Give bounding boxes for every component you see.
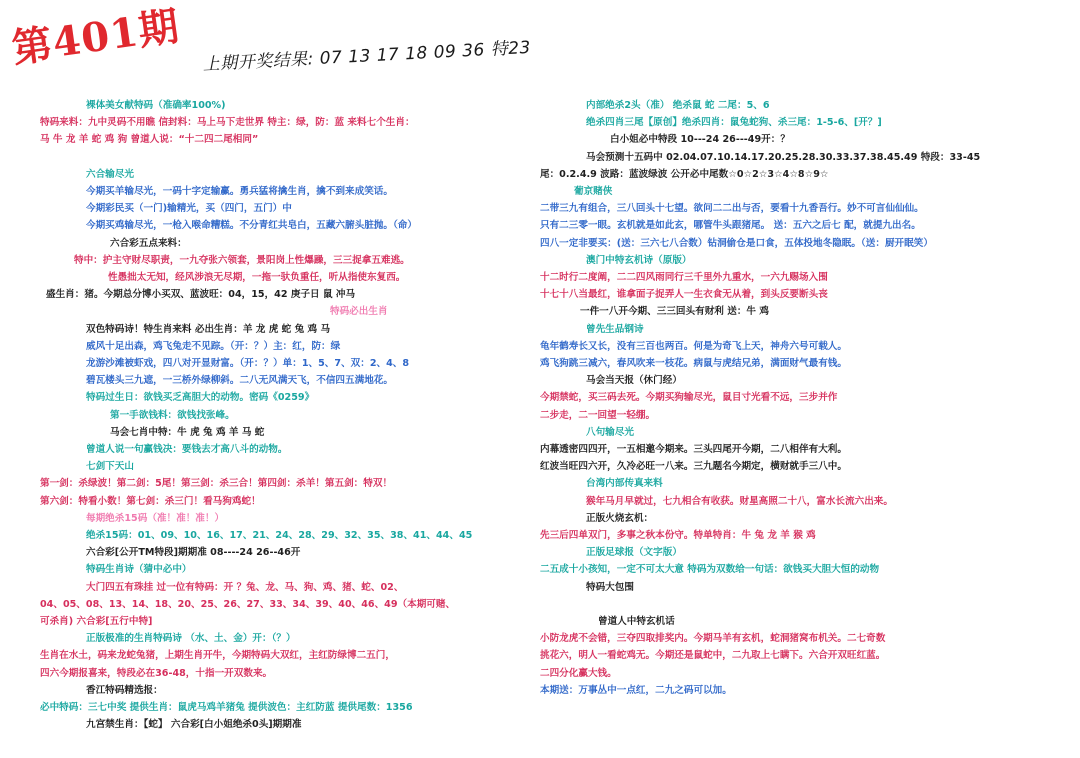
text-line: 白小姐必中特段 10---24 26---49开：？: [610, 134, 790, 146]
text-line: 小防龙虎不会错，三夺四取排奖内。今期马羊有玄机，蛇洞猪窝布机关。二七奇数: [540, 633, 886, 645]
text-line: 马会当天报（休门经）: [586, 375, 682, 387]
text-line: 二五成十小孩知，一定不可太大意 特码为双数给一句话：欲钱买大胆大恒的动物: [540, 564, 880, 576]
text-line: 大门四五有珠挂 过一位有特码：开 ？兔、龙、马、狗、鸡、猪、蛇、02、: [86, 581, 404, 593]
text-line: 马会预测十五码中 02.04.07.10.14.17.20.25.28.30.33.37.38.45.49 特段：33-45: [586, 151, 981, 163]
text-line: 一件一八开今期、三三回头有财利 送：牛 鸡: [580, 306, 769, 318]
text-line: 今期彩民买（一门)输精光，买（四门，五门）中: [86, 203, 292, 215]
text-line: 正版极准的生肖特码诗 （水、土、金）开：（？）: [86, 633, 296, 645]
text-line: 第一剑：杀绿波！第二剑：5尾！第三剑：杀三合！第四剑：杀羊！第五剑：特双！: [40, 478, 393, 490]
right-column: [540, 97, 1050, 717]
text-line: 四八一定非要买：(送：三六七八合数）钻洞偷仓是口食，五体投地冬隐眠。（送：厨开眠笑）: [540, 237, 933, 249]
text-line: 红波当旺四六开，久冷必旺一八来。三九题名今期定，横财就手三八中。: [540, 461, 847, 473]
left-column: [40, 97, 510, 731]
text-line: 威风十足出森，鸡飞兔走不见踪。（开：？）主：红，防：绿: [86, 340, 341, 352]
text-line: 四六今期报喜来，特段必在36-48，十指一开双数来。: [40, 667, 273, 679]
text-line: 内幕透密四四开，一五相邀今期来。三头四尾开今期，二八相伴有大利。: [540, 444, 847, 455]
text-line: 今期禁蛇，买三码去死。今期买狗输尽光，鼠目寸光看不远，三步并作: [540, 392, 838, 404]
text-line: 裸体美女献特码（准确率100%): [86, 100, 226, 111]
text-line: 必中特码：三七中奖 提供生肖：鼠虎马鸡羊猪兔 提供波色：主红防蓝 提供尾数：1356: [40, 702, 413, 713]
text-line: 特码大包围: [586, 581, 634, 593]
text-line: 特码过生日：欲钱买乏高胆大的动物。密码《0259》: [86, 392, 315, 404]
text-line: 曾先生品钢诗: [586, 323, 644, 335]
text-line: 龙游沙滩被虾戏，四八对开显财富。（开：？）单：1、5、7、双：2、4、8: [86, 358, 410, 369]
text-line: 台湾内部传真来料: [586, 478, 663, 490]
text-line: 可杀肖) 六合彩[五行中特]: [40, 616, 153, 627]
text-line: 盛生肖：猪。今期总分博小买双、蓝波旺：04，15，42 庚子日 鼠 冲马: [46, 289, 356, 301]
text-line: 特码来料：九中灵码不用瞧 信封料：马上马下走世界 特主：绿，防：蓝 来料七个生肖：: [40, 117, 415, 129]
text-line: 内部绝杀2头（准） 绝杀鼠 蛇 二尾：5、6: [586, 100, 770, 111]
text-line: 特中：护主守财尽职责，一九夺张六领套，景阳岗上性爆躁，三三捉拿五难逃。: [74, 254, 410, 266]
text-line: 龟年鹤寿长又长，没有三百也两百。何是为奇飞上天，神舟六号可载人。: [540, 340, 847, 352]
text-line: 正版足球报（文字版）: [586, 547, 682, 559]
text-line: 生肖在水土，码来龙蛇兔猪，上期生肖开牛，今期特码大双红，主红防绿博二五门，: [40, 650, 395, 662]
text-line: 正版火烧玄机：: [586, 512, 654, 524]
text-line: 今期买羊输尽光，一码十字定输赢。勇兵猛将擒生肖，擒不到来成笑话。: [86, 186, 393, 197]
text-line: 六合彩[公开TM特段]期期准 08----24 26--46开: [86, 547, 301, 559]
text-line: 尾：0.2.4.9 波路：蓝波绿波 公开必中尾数☆0☆2☆3☆4☆8☆9☆: [540, 168, 829, 180]
text-line: 六合输尽光: [86, 168, 134, 180]
text-line: 碧瓦楼头三九遮，一三桥外绿柳斜。二八无风满天飞，不信四五满地花。: [86, 375, 393, 387]
text-line: 第六剑：特看小数！第七剑：杀三门！看马狗鸡蛇！: [40, 495, 261, 507]
text-line: 六合彩五点来料：: [110, 237, 187, 249]
text-line: 今期买鸡输尽光，一枪入喉命糟糕。不分青红共皂白，五藏六腑头脏抛。（命）: [86, 220, 417, 232]
text-line: 每期绝杀15码（准！准！准！）: [86, 512, 225, 524]
text-line: 挑花六，明人一看蛇鸡无。今期还是鼠蛇中，二九取上七瞒下。六合开双旺红蓝。: [540, 650, 886, 662]
text-line: 特码生肖诗（猜中必中）: [86, 564, 192, 576]
text-line: 马 牛 龙 羊 蛇 鸡 狗 曾道人说：“十二四二尾相同”: [40, 134, 259, 146]
text-line: 香江特码精选报：: [86, 684, 163, 696]
text-line: 十二时行二度阐，二二四风雨同行三千里外九重水，一六九赐场入围: [540, 272, 828, 283]
last-draw-results: 上期开奖结果: 07 13 17 18 09 36 特23: [202, 37, 532, 75]
text-line: 二四分化赢大钱。: [540, 667, 617, 679]
text-line: 二带三九有组合，三八回头十七望。欲问二二出与否，要看十九香吾行。妙不可言仙仙仙。: [540, 203, 924, 215]
issue-number: 第401期: [9, 2, 183, 73]
text-line: 鸡飞狗跳三减六，春风吹来一枝花。病鼠与虎结兄弟，满面财气最有钱。: [540, 358, 847, 369]
text-line: 性愚拙太无知，经风涉浪无尽期，一拖一驮负重任，听从指使东复西。: [108, 272, 406, 283]
text-line: 双色特码诗！特生肖来料 必出生肖：羊 龙 虎 蛇 兔 鸡 马: [86, 323, 331, 335]
text-line: 曾道人中特玄机话: [598, 616, 675, 627]
text-line: 猴年马月早就过，七九相合有收获。财星高照二十八，富水长流六出来。: [586, 495, 893, 507]
text-line: 绝杀四肖三尾【原创】绝杀四肖：鼠兔蛇狗、杀三尾：1-5-6、[开？]: [586, 117, 882, 129]
text-line: 八句输尽光: [586, 426, 634, 438]
text-line: 只有二三零一眼。玄机就是如此玄，哪管牛头跟猪尾。 送：五六之后七 配，就提九出名。: [540, 220, 921, 232]
text-line: 先三后四单双门，多事之秋本份守。特单特肖：牛 兔 龙 羊 猴 鸡: [540, 530, 816, 541]
text-line: 04、05、08、13、14、18、20、25、26、27、33、34、39、40、46、49（本期可赌、: [40, 598, 456, 610]
text-line: 绝杀15码：01、09、10、16、17、21、24、28、29、32、35、38、41、44、45: [86, 530, 473, 541]
text-line: 七剑下天山: [86, 461, 134, 473]
text-line: 第一手欲钱料：欲钱找张峰。: [110, 409, 235, 421]
text-line: 九宫禁生肖：【蛇】 六合彩[白小姐绝杀0头]期期准: [86, 719, 302, 731]
text-line: 特码必出生肖: [330, 306, 388, 318]
text-line: 本期送：万事丛中一点红，二九之码可以加。: [540, 684, 732, 696]
text-line: 曾道人说一句赢钱决：要钱去才高八斗的动物。: [86, 444, 288, 455]
text-line: 马会七肖中特：牛 虎 兔 鸡 羊 马 蛇: [110, 426, 265, 438]
text-line: 十七十八当最红，谁拿面子捉弄人一生衣食无从着，到头反要断头丧: [540, 289, 828, 301]
text-line: 澳门中特玄机诗（原版）: [586, 254, 692, 266]
text-line: 葡京赌侠: [574, 186, 613, 197]
text-line: 二步走，二一回望一轻绷。: [540, 409, 656, 421]
